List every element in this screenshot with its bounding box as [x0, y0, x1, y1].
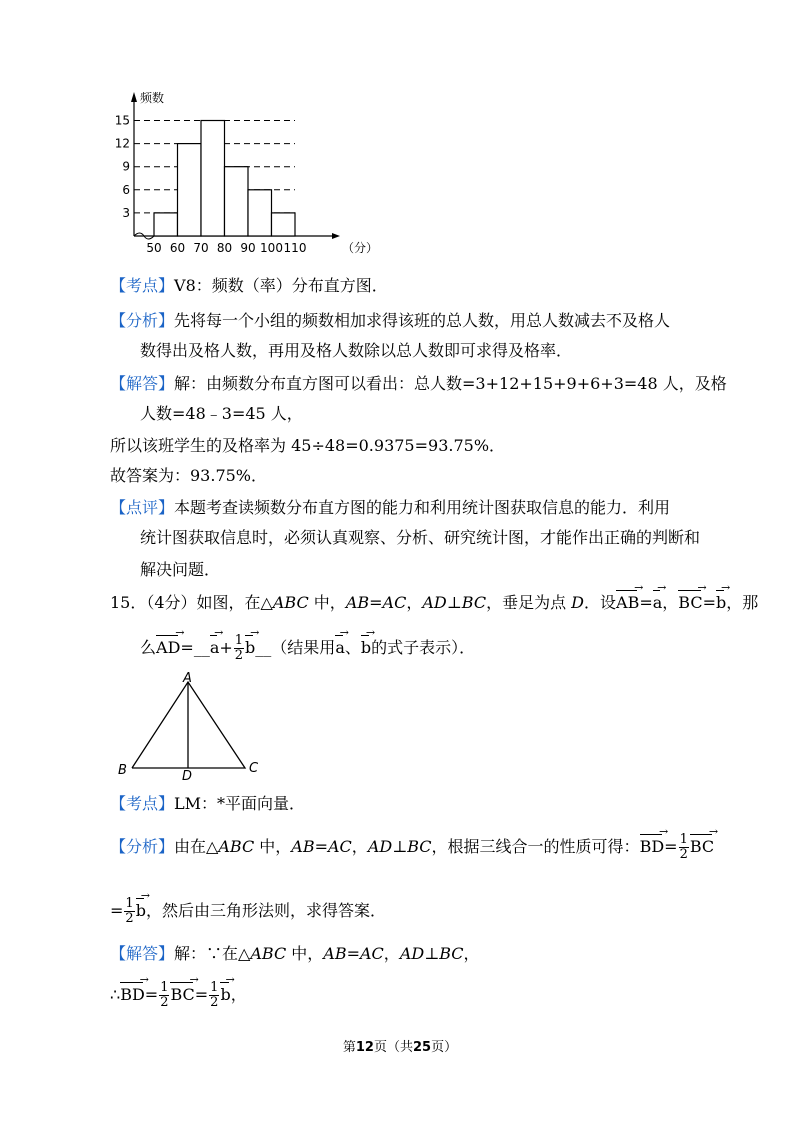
x-axis-label: （分）: [342, 241, 379, 255]
total-pages: 25: [413, 1040, 432, 1055]
q14-dianping-line-3: 解决问题．: [140, 560, 221, 579]
kaodian-tag: 【考点】: [110, 276, 175, 295]
vector-a: a →: [335, 638, 345, 657]
q14-fenxi-line-1: [110, 308, 670, 331]
page-number: 12: [355, 1040, 374, 1055]
frequency-histogram: [110, 88, 380, 258]
jieda-tag: 【解答】: [110, 374, 175, 393]
y-tick-label: 3: [122, 205, 130, 220]
page-footer: 第12页（共25页）: [342, 1040, 458, 1055]
q15-jieda-line-2: ∴BD →= $\frac{1}{2}$ BC →= $\frac{1}{2}$ b →，: [110, 981, 247, 1010]
q14-line-3: 所以该班学生的及格率为 45÷48=0.9375=93.75%．: [110, 436, 506, 455]
vector-bc: BC →: [678, 593, 702, 612]
vector-ab: AB →: [616, 593, 639, 612]
q14-dianping-line-1: [110, 495, 670, 518]
x-tick-label: 60: [169, 241, 186, 255]
histogram-bar: [248, 190, 272, 236]
x-tick-label: 100: [260, 241, 283, 255]
q14-kaodian-line: [110, 273, 388, 296]
q15-kaodian-line: 【考点】LM：*平面向量．: [110, 794, 306, 813]
x-tick-label: 80: [216, 241, 233, 255]
y-axis-arrow: [131, 92, 137, 102]
y-axis-label: 频数: [140, 91, 165, 105]
label-d: D: [182, 769, 193, 782]
q15-question-line-1: 15．（4分）如图，在△ABC 中，AB=AC，AD⊥BC，垂足为点 D．设AB →=a →，BC →=b →，那: [110, 590, 758, 613]
y-tick-label: 9: [122, 159, 130, 174]
histogram-bar: [201, 121, 225, 237]
vector-a: a →: [653, 593, 663, 612]
q14-dianping-line-2: 统计图获取信息时，必须认真观察、分析、研究统计图，才能作出正确的判断和: [140, 528, 701, 547]
label-c: C: [249, 761, 259, 776]
q15-fenxi-line-2: = $\frac{1}{2}$ b →，然后由三角形法则，求得答案．: [110, 897, 386, 926]
label-a: A: [183, 672, 192, 686]
histogram-bar: [154, 213, 178, 236]
fenxi-tag: 【分析】: [110, 311, 175, 330]
fenxi-text-1: 先将每一个小组的频数相加求得该班的总人数，用总人数减去不及格人: [174, 311, 671, 330]
y-tick-label: 15: [114, 113, 130, 128]
vector-b: b →: [361, 638, 371, 657]
x-axis-arrow: [332, 233, 340, 239]
fraction-half: $\frac{1}{2}$: [234, 633, 244, 663]
label-b: B: [118, 763, 127, 778]
x-tick-label: 50: [146, 241, 162, 255]
y-tick-label: 6: [122, 182, 130, 197]
dianping-text-1: 本题考查读频数分布直方图的能力和利用统计图获取信息的能力．利用: [174, 498, 671, 517]
q14-jieda-line-2: 人数=48﹣3=45 人，: [140, 404, 303, 423]
y-tick-label: 12: [114, 136, 130, 151]
x-tick-label: 110: [283, 241, 307, 255]
x-tick-label: 70: [193, 241, 209, 255]
kaodian-text: V8：频数（率）分布直方图．: [174, 276, 388, 295]
q15-fenxi-line-1: 【分析】由在△ABC 中，AB=AC，AD⊥BC，根据三线合一的性质可得：BD →= $\frac{1}{2}$ BC →: [110, 833, 714, 862]
x-tick-label: 90: [240, 241, 256, 255]
histogram-bar: [225, 167, 249, 236]
vector-b: b →: [716, 593, 726, 612]
triangle-figure: [112, 672, 272, 782]
q14-fenxi-line-2: 数得出及格人数，再用及格人数除以总人数即可求得及格率．: [140, 341, 573, 360]
histogram-bar: [178, 144, 202, 236]
histogram-bar: [272, 213, 296, 236]
vector-ad: AD →: [156, 638, 180, 657]
q14-line-4: 故答案为：93.75%．: [110, 466, 268, 485]
q15-jieda-line-1: 【解答】解：∵在△ABC 中，AB=AC，AD⊥BC，: [110, 944, 480, 963]
q14-jieda-line-1: [110, 371, 727, 394]
dianping-tag: 【点评】: [110, 498, 175, 517]
vector-a: a →: [210, 638, 220, 657]
q15-question-line-2: 么AD →=__a →+ $\frac{1}{2}$ b →__（结果用a →、b →的式子表示）．: [140, 634, 475, 663]
vector-b: b →: [245, 638, 255, 657]
jieda-text-1: 解：由频数分布直方图可以看出：总人数=3+12+15+9+6+3=48 人，及格: [174, 374, 727, 393]
